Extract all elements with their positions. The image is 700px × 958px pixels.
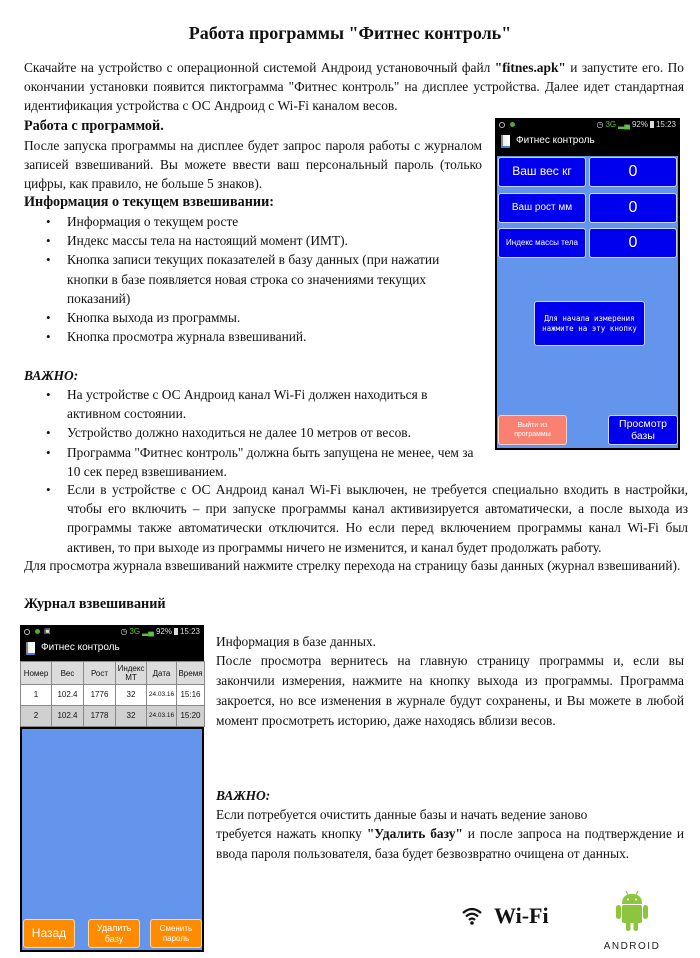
network-indicator: 3G [605, 119, 617, 129]
journal-table-wrapper [20, 661, 204, 727]
phone-main-screenshot [495, 118, 680, 450]
list-item: • Устройство должно находиться не далее 10 метров от весов. [24, 423, 484, 442]
cell-height: 1776 [84, 685, 116, 706]
android-logo [600, 890, 664, 956]
important-list-wide [24, 480, 688, 557]
list-item: • Кнопка выхода из программы. [24, 308, 479, 327]
list-item: • Кнопка записи текущих показателей в базу данных (при нажатии кнопки в базе появляется новая строка со значениями текущих показаний) [24, 250, 479, 308]
table-row[interactable] [21, 685, 205, 706]
cell-weight: 102.4 [52, 706, 84, 727]
battery-icon [650, 121, 654, 128]
back-button[interactable]: Назад [23, 919, 75, 948]
cell-number: 1 [21, 685, 52, 706]
column-header: Время [177, 662, 205, 685]
app-screen [497, 156, 678, 448]
status-bar [20, 625, 204, 638]
journal-table [20, 661, 205, 727]
list-item: • Кнопка просмотра журнала взвешиваний. [24, 327, 479, 346]
journal-heading: Журнал взвешиваний [24, 596, 166, 612]
wifi-icon [462, 907, 482, 925]
search-icon [499, 122, 505, 128]
important-heading-2: ВАЖНО: [216, 788, 271, 803]
list-item: • На устройстве с ОС Андроид канал Wi-Fi должен находиться в активном состоянии. [24, 385, 484, 423]
column-header: Дата [147, 662, 177, 685]
bmi-value: 0 [589, 228, 677, 258]
apk-filename: "fitnes.apk" [494, 60, 566, 75]
battery-percent: 92% [631, 119, 648, 129]
bmi-label-button[interactable]: Индекс массы тела [498, 228, 586, 258]
network-indicator: 3G [129, 626, 141, 636]
current-heading: Информация о текущем взвешивании: [24, 194, 274, 210]
cell-date: 24.03.16 [147, 706, 177, 727]
exit-program-button[interactable]: Выйти из программы [498, 415, 567, 445]
intro-paragraph [24, 58, 684, 116]
battery-percent: 92% [155, 626, 172, 636]
text-part: и после запроса на подтверждение и ввода пароля пользователя, база будет безвозвратно очищена от данных. [216, 826, 684, 861]
intro-text-2: и запустите его. По окончании установки появится пиктограмма "Фитнес контроль" на дисплее устройства. Далее идет стандартная идентификация устройства с ОС Андроид с Wi-Fi каналом весов. [24, 60, 684, 114]
height-label-button[interactable]: Ваш рост мм [498, 193, 586, 223]
text-part: требуется нажать кнопку [216, 826, 367, 841]
app-icon [501, 135, 510, 148]
intro-text-1: Скачайте на устройство с операционной системой Андроид установочный файл [24, 60, 495, 75]
important-line-1: Если потребуется очистить данные базы и начать ведение заново [216, 807, 588, 822]
journal-info-title: Информация в базе данных. [216, 634, 377, 649]
signal-icon: ▂▄ [618, 119, 630, 129]
wifi-logo [462, 903, 549, 928]
app-icon [26, 642, 35, 655]
change-password-button[interactable]: Сменить пароль [150, 919, 202, 948]
app-screen [22, 729, 202, 950]
app-title: Фитнес контроль [41, 642, 120, 654]
cell-number: 2 [21, 706, 52, 727]
important-list [24, 385, 484, 481]
clock: 15:23 [655, 119, 676, 129]
page-title: Работа программы "Фитнес контроль" [188, 23, 512, 43]
weight-value: 0 [589, 157, 677, 187]
height-value: 0 [589, 193, 677, 223]
important-heading: ВАЖНО: [24, 368, 79, 383]
start-measurement-button[interactable]: Для начала измерения нажмите на эту кнопку [534, 301, 645, 346]
current-list [24, 212, 479, 346]
delete-database-button[interactable]: Удалить базу [88, 919, 140, 948]
list-item: • Программа "Фитнес контроль" должна быть запущена не менее, чем за 10 сек перед взвешиванием. [24, 443, 484, 481]
alarm-icon: ◷ [596, 119, 604, 129]
important-paragraph-2 [216, 824, 684, 864]
work-heading: Работа с программой. [24, 118, 164, 134]
column-header: Вес [52, 662, 84, 685]
clock: 15:23 [179, 626, 200, 636]
weight-label-button[interactable]: Ваш вес кг [498, 157, 586, 187]
cell-date: 24.03.16 [147, 685, 177, 706]
cell-weight: 102.4 [52, 685, 84, 706]
delete-db-reference: "Удалить базу" [366, 826, 463, 841]
work-paragraph: После запуска программы на дисплее будет запрос пароля работы с журналом записей взвешиваний. Вы можете ввести ваш персональный пароль (только цифры, как правило, не больше 5 знаков). [24, 138, 482, 192]
cell-bmi: 32 [116, 685, 147, 706]
app-title: Фитнес контроль [516, 135, 595, 147]
app-bar [495, 131, 680, 151]
list-item: • Если в устройстве с ОС Андроид канал Wi-Fi выключен, не требуется специально входить в настройки, чтобы его включить – при запуске программы канал активизируется автоматически, а после выхода из программы также автоматически отключится. Но если перед включением программы канал Wi-Fi был активен, то при выходе из программы ничего не изменится, и канал будет продолжать работу. [24, 480, 688, 557]
cell-bmi: 32 [116, 706, 147, 727]
notification-dot-icon [510, 122, 515, 127]
android-label: ANDROID [603, 941, 661, 953]
wifi-label: Wi-Fi [494, 903, 549, 928]
notification-dot-icon [35, 629, 40, 634]
journal-info-text: После просмотра вернитесь на главную страницу программы и, если вы закончили измерения, нажмите на кнопку выхода из программы. Программа закроется, но все изменения в журнале будут сохранены, и Вы можете в любой момент просмотреть историю, даже находясь вблизи весов. [216, 653, 684, 728]
app-bar [20, 638, 204, 658]
cell-time: 15:20 [177, 706, 205, 727]
cell-height: 1778 [84, 706, 116, 727]
cell-time: 15:16 [177, 685, 205, 706]
search-icon [24, 629, 30, 635]
view-database-button[interactable]: Просмотр базы [608, 415, 678, 445]
column-header: Индекс МТ [116, 662, 147, 685]
phone-journal-screenshot [20, 625, 204, 952]
signal-icon: ▂▄ [142, 626, 154, 636]
android-robot-icon [615, 890, 649, 932]
list-item: • Индекс массы тела на настоящий момент (ИМТ). [24, 231, 479, 250]
alarm-icon: ◷ [120, 626, 128, 636]
table-row[interactable] [21, 706, 205, 727]
column-header: Рост [84, 662, 116, 685]
column-header: Номер [21, 662, 52, 685]
message-icon: ▣ [44, 627, 51, 635]
journal-instruction: Для просмотра журнала взвешиваний нажмите стрелку перехода на страницу базы данных (журнал взвешиваний). [24, 558, 681, 573]
battery-icon [174, 628, 178, 635]
list-item: • Информация о текущем росте [24, 212, 479, 231]
status-bar [495, 118, 680, 131]
table-header-row [21, 662, 205, 685]
